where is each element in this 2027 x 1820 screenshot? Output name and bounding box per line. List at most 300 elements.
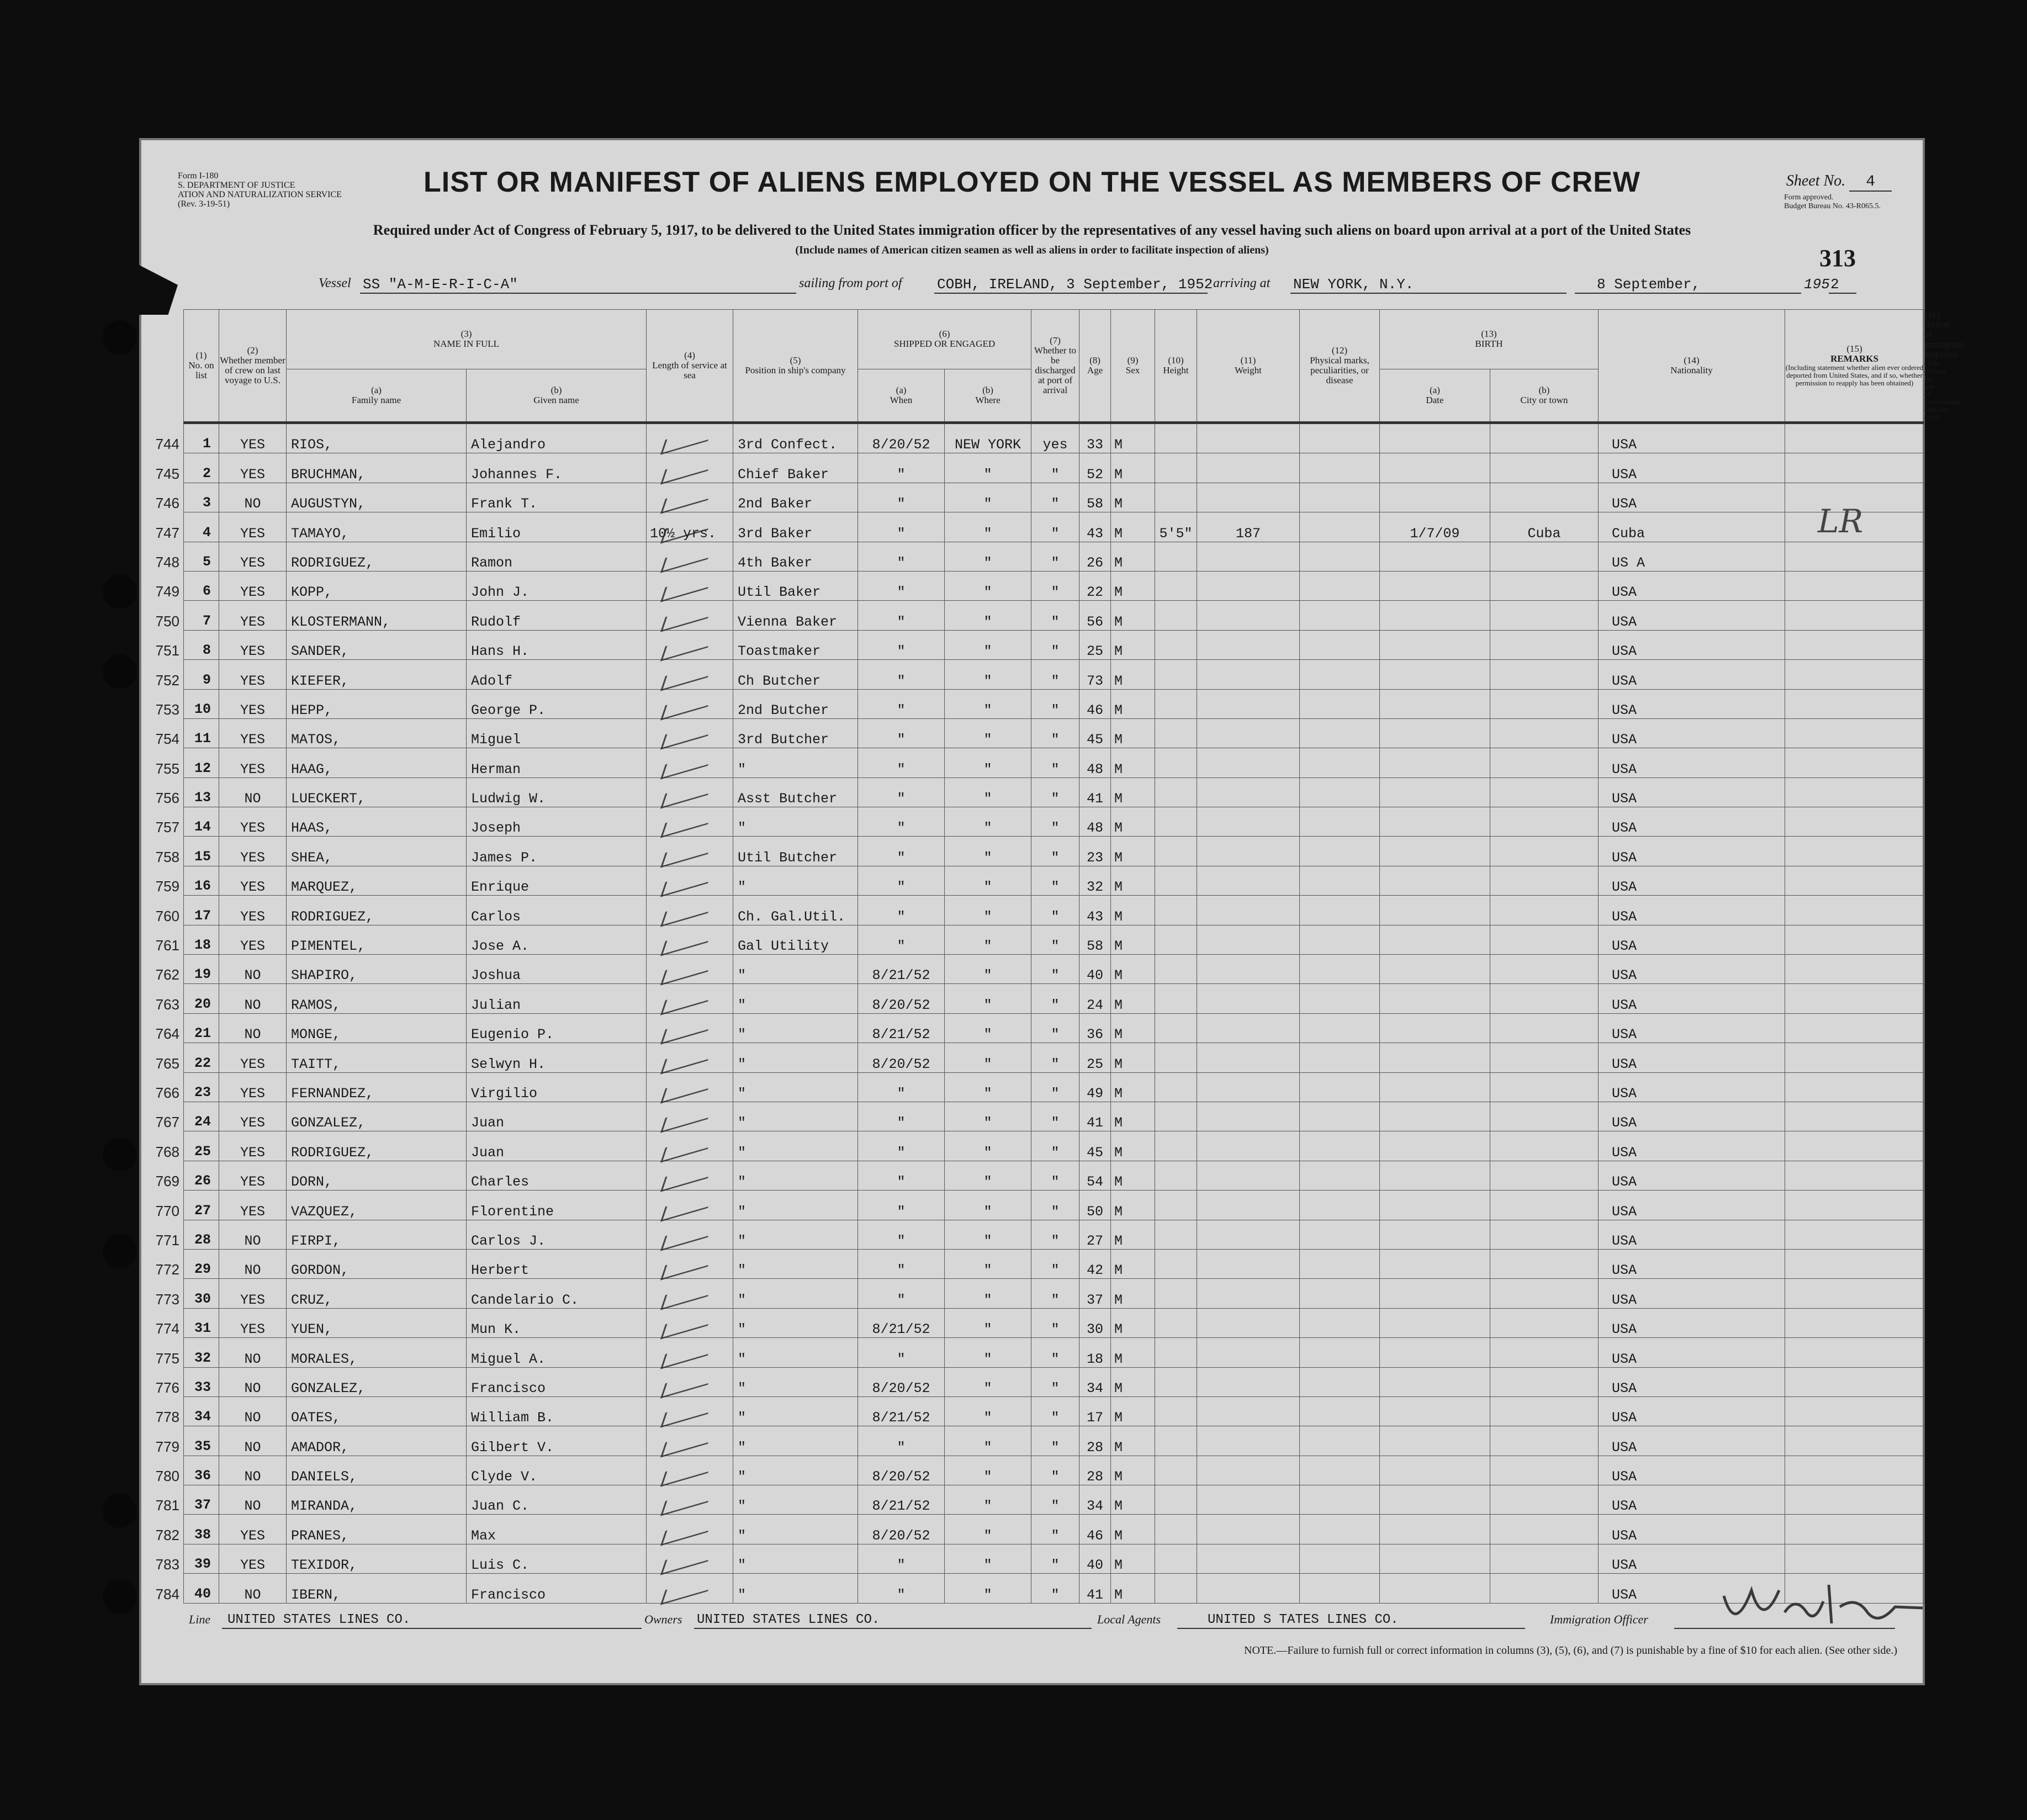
- birth-date-cell: [1380, 1191, 1490, 1220]
- row-number: [155, 1279, 219, 1308]
- remarks-cell: [1785, 1544, 1924, 1573]
- nationality-cell: USA: [1599, 1308, 1785, 1337]
- nationality-cell: USA: [1599, 1102, 1785, 1131]
- row-number-value: 22: [194, 1055, 211, 1071]
- shipped-when-cell: ": [858, 542, 945, 571]
- sex-cell: M: [1111, 1367, 1155, 1396]
- sheet-number: [1786, 172, 1892, 191]
- family-name-cell: YUEN,: [287, 1308, 467, 1337]
- family-name-cell: RAMOS,: [287, 984, 467, 1013]
- age-cell: 28: [1079, 1456, 1111, 1485]
- age-cell: 48: [1079, 748, 1111, 777]
- col-sex-header: [1111, 310, 1155, 423]
- service-length-cell: [647, 1544, 733, 1573]
- prior-voyage-cell: YES: [219, 453, 287, 483]
- sex-cell: M: [1111, 1220, 1155, 1249]
- sex-cell: M: [1111, 1043, 1155, 1072]
- nationality-cell: USA: [1599, 1456, 1785, 1485]
- punch-hole: [103, 320, 137, 355]
- prior-voyage-cell: YES: [219, 925, 287, 954]
- col-length-header: [647, 310, 733, 423]
- sheet-label: Sheet No.: [1786, 172, 1846, 189]
- shipped-when-cell: ": [858, 1072, 945, 1102]
- row-id: 756: [155, 790, 179, 807]
- age-cell: 26: [1079, 542, 1111, 571]
- family-name-cell: CRUZ,: [287, 1279, 467, 1308]
- discharge-cell: ": [1031, 660, 1079, 689]
- nationality-cell: USA: [1599, 1249, 1785, 1278]
- shipped-where-cell: ": [945, 660, 1031, 689]
- col-height-header: [1155, 310, 1197, 423]
- height-cell: [1155, 1574, 1197, 1603]
- marks-cell: [1300, 542, 1380, 571]
- sex-cell: M: [1111, 1102, 1155, 1131]
- shipped-where-cell: ": [945, 1131, 1031, 1161]
- family-name-cell: MORALES,: [287, 1338, 467, 1367]
- row-number: [155, 660, 219, 689]
- discharge-cell: ": [1031, 1338, 1079, 1367]
- row-number-value: 26: [194, 1173, 211, 1189]
- shipped-when-cell: ": [858, 1279, 945, 1308]
- table-row: [184, 689, 1924, 718]
- nationality-cell: USA: [1599, 718, 1785, 748]
- row-number-value: 13: [194, 790, 211, 806]
- age-cell: 41: [1079, 777, 1111, 807]
- marks-cell: [1300, 837, 1380, 866]
- age-cell: 34: [1079, 1367, 1111, 1396]
- col-nationality-label: Nationality: [1670, 365, 1713, 375]
- position-cell: ": [733, 1072, 858, 1102]
- row-number-value: 2: [202, 465, 211, 482]
- birth-city-cell: [1490, 955, 1599, 984]
- height-cell: [1155, 925, 1197, 954]
- prior-voyage-cell: YES: [219, 718, 287, 748]
- form-id-line: Form I-180: [178, 171, 219, 181]
- sex-cell: M: [1111, 1308, 1155, 1337]
- sex-cell: M: [1111, 866, 1155, 895]
- height-cell: [1155, 1043, 1197, 1072]
- vessel-name: SS "A-M-E-R-I-C-A": [363, 276, 518, 293]
- nationality-cell: USA: [1599, 1396, 1785, 1426]
- shipped-when-cell: ": [858, 748, 945, 777]
- shipped-when-cell: ": [858, 718, 945, 748]
- discharge-cell: ": [1031, 1161, 1079, 1190]
- col-when-header: [858, 369, 945, 422]
- weight-cell: [1197, 925, 1300, 954]
- birth-date-cell: [1380, 1279, 1490, 1308]
- sex-cell: M: [1111, 1161, 1155, 1190]
- shipped-where-cell: ": [945, 748, 1031, 777]
- family-name-cell: HAAS,: [287, 807, 467, 837]
- given-name-cell: Juan: [467, 1131, 647, 1161]
- checkmark-icon: [660, 780, 713, 808]
- nationality-cell: USA: [1599, 777, 1785, 807]
- shipped-where-cell: ": [945, 1544, 1031, 1573]
- checkmark-icon: [660, 1016, 713, 1045]
- sex-cell: M: [1111, 1544, 1155, 1573]
- nationality-cell: USA: [1599, 1574, 1785, 1603]
- birth-date-cell: [1380, 1249, 1490, 1278]
- birth-date-cell: [1380, 984, 1490, 1013]
- table-row: [184, 1426, 1924, 1456]
- marks-cell: [1300, 1161, 1380, 1190]
- discharge-cell: ": [1031, 1426, 1079, 1456]
- weight-cell: [1197, 1426, 1300, 1456]
- approval-line: Form approved.: [1784, 193, 1834, 202]
- height-cell: [1155, 1396, 1197, 1426]
- sex-cell: M: [1111, 1396, 1155, 1426]
- punch-hole: [103, 1494, 137, 1528]
- family-name-cell: TEXIDOR,: [287, 1544, 467, 1573]
- checkmark-icon: [660, 1104, 713, 1133]
- service-length-cell: [647, 866, 733, 895]
- col-height-num: (10): [1168, 355, 1184, 366]
- table-row: [184, 542, 1924, 571]
- col-remarks-label: REMARKS: [1830, 353, 1878, 364]
- birth-city-cell: [1490, 748, 1599, 777]
- birth-date-cell: [1380, 1515, 1490, 1544]
- row-number: [155, 925, 219, 954]
- checkmark-icon: [660, 1399, 713, 1428]
- age-cell: 27: [1079, 1220, 1111, 1249]
- service-length-value: 10½ yrs.: [650, 525, 717, 542]
- age-cell: 36: [1079, 1013, 1111, 1043]
- given-name-cell: Ramon: [467, 542, 647, 571]
- position-cell: Ch Butcher: [733, 660, 858, 689]
- row-number-value: 40: [194, 1585, 211, 1602]
- shipped-where-cell: ": [945, 1574, 1031, 1603]
- nationality-cell: USA: [1599, 1161, 1785, 1190]
- remarks-cell: [1785, 453, 1924, 483]
- birth-city-cell: [1490, 837, 1599, 866]
- position-cell: ": [733, 1367, 858, 1396]
- birth-city-cell: [1490, 1220, 1599, 1249]
- height-cell: [1155, 1367, 1197, 1396]
- row-id: 779: [155, 1438, 179, 1455]
- position-cell: ": [733, 1102, 858, 1131]
- arriving-label: arriving at: [1213, 276, 1271, 290]
- col-prev-label: Whether member of crew on last voyage to U.S.: [220, 355, 285, 385]
- given-name-cell: Charles: [467, 1161, 647, 1190]
- shipped-when-cell: ": [858, 1102, 945, 1131]
- table-row: [184, 1191, 1924, 1220]
- remarks-cell: [1785, 571, 1924, 600]
- row-number: [155, 837, 219, 866]
- given-name-cell: William B.: [467, 1396, 647, 1426]
- sex-cell: M: [1111, 807, 1155, 837]
- remarks-cell: [1785, 748, 1924, 777]
- row-number: [155, 1013, 219, 1043]
- birth-date-cell: [1380, 777, 1490, 807]
- row-number-value: 4: [202, 524, 211, 541]
- col-family-label: Family name: [351, 394, 401, 405]
- row-number-value: 29: [194, 1261, 211, 1278]
- row-id: 778: [155, 1409, 179, 1426]
- shipped-where-cell: ": [945, 1102, 1031, 1131]
- discharge-cell: ": [1031, 453, 1079, 483]
- sex-cell: M: [1111, 1515, 1155, 1544]
- nationality-cell: USA: [1599, 453, 1785, 483]
- table-row: [184, 1308, 1924, 1337]
- row-number: [155, 630, 219, 659]
- prior-voyage-cell: YES: [219, 1131, 287, 1161]
- checkmark-icon: [660, 1193, 713, 1221]
- table-row: [184, 423, 1924, 453]
- prior-voyage-cell: NO: [219, 955, 287, 984]
- weight-cell: [1197, 1485, 1300, 1515]
- weight-cell: [1197, 542, 1300, 571]
- prior-voyage-cell: NO: [219, 1574, 287, 1603]
- marks-cell: [1300, 1338, 1380, 1367]
- service-length-cell: [647, 1072, 733, 1102]
- position-cell: Util Baker: [733, 571, 858, 600]
- weight-cell: [1197, 1102, 1300, 1131]
- weight-cell: [1197, 483, 1300, 512]
- birth-city-cell: [1490, 1367, 1599, 1396]
- height-cell: [1155, 1220, 1197, 1249]
- birth-city-cell: [1490, 423, 1599, 453]
- birth-city-cell: Cuba: [1490, 512, 1599, 542]
- shipped-when-cell: ": [858, 1161, 945, 1190]
- given-name-cell: Selwyn H.: [467, 1043, 647, 1072]
- shipped-where-cell: ": [945, 601, 1031, 630]
- sailing-label: sailing from port of: [799, 276, 902, 290]
- given-name-cell: Florentine: [467, 1191, 647, 1220]
- discharge-cell: ": [1031, 1308, 1079, 1337]
- given-name-cell: Joshua: [467, 955, 647, 984]
- given-name-cell: Alejandro: [467, 423, 647, 453]
- position-cell: 4th Baker: [733, 542, 858, 571]
- prior-voyage-cell: NO: [219, 483, 287, 512]
- row-id: 782: [155, 1526, 179, 1543]
- table-row: [184, 1013, 1924, 1043]
- position-cell: ": [733, 984, 858, 1013]
- birth-date-cell: [1380, 955, 1490, 984]
- shipped-where-cell: ": [945, 1338, 1031, 1367]
- col-when-num: (a): [896, 384, 907, 395]
- height-cell: [1155, 542, 1197, 571]
- row-id: 754: [155, 731, 179, 748]
- shipped-when-cell: ": [858, 660, 945, 689]
- shipped-when-cell: ": [858, 571, 945, 600]
- service-length-cell: [647, 453, 733, 483]
- row-id: 744: [155, 436, 179, 453]
- family-name-cell: MARQUEZ,: [287, 866, 467, 895]
- service-length-cell: [647, 807, 733, 837]
- weight-cell: [1197, 984, 1300, 1013]
- shipped-where-cell: ": [945, 1249, 1031, 1278]
- row-number: [155, 984, 219, 1013]
- family-name-cell: MIRANDA,: [287, 1485, 467, 1515]
- birth-date-cell: [1380, 1485, 1490, 1515]
- weight-cell: [1197, 718, 1300, 748]
- given-name-cell: Johannes F.: [467, 453, 647, 483]
- nationality-cell: USA: [1599, 1131, 1785, 1161]
- discharge-cell: ": [1031, 1515, 1079, 1544]
- remarks-cell: [1785, 1102, 1924, 1131]
- weight-cell: [1197, 837, 1300, 866]
- row-number-value: 19: [194, 966, 211, 983]
- nationality-cell: USA: [1599, 1072, 1785, 1102]
- row-number: [155, 1367, 219, 1396]
- birth-city-cell: [1490, 984, 1599, 1013]
- row-number: [155, 483, 219, 512]
- shipped-where-cell: ": [945, 1426, 1031, 1456]
- service-length-cell: [647, 512, 733, 542]
- checkmark-icon: [660, 1252, 713, 1281]
- age-cell: 25: [1079, 1043, 1111, 1072]
- birth-date-cell: [1380, 571, 1490, 600]
- remarks-cell: [1785, 1396, 1924, 1426]
- row-number: [155, 512, 219, 542]
- birth-date-cell: [1380, 1131, 1490, 1161]
- weight-cell: [1197, 453, 1300, 483]
- prior-voyage-cell: YES: [219, 1515, 287, 1544]
- shipped-where-cell: ": [945, 571, 1031, 600]
- family-name-cell: VAZQUEZ,: [287, 1191, 467, 1220]
- discharge-cell: ": [1031, 955, 1079, 984]
- birth-city-cell: [1490, 718, 1599, 748]
- discharge-cell: ": [1031, 1396, 1079, 1426]
- service-length-cell: [647, 984, 733, 1013]
- row-id: 773: [155, 1290, 179, 1308]
- col-shipped-num: (6): [939, 329, 950, 340]
- given-name-cell: Enrique: [467, 866, 647, 895]
- given-name-cell: Max: [467, 1515, 647, 1544]
- height-cell: [1155, 1191, 1197, 1220]
- table-row: [184, 925, 1924, 954]
- birth-date-cell: [1380, 1043, 1490, 1072]
- shipped-where-cell: NEW YORK: [945, 423, 1031, 453]
- marks-cell: [1300, 1043, 1380, 1072]
- shipped-when-cell: 8/20/52: [858, 1456, 945, 1485]
- shipped-when-cell: ": [858, 453, 945, 483]
- service-length-cell: [647, 483, 733, 512]
- service-length-cell: [647, 1249, 733, 1278]
- family-name-cell: BRUCHMAN,: [287, 453, 467, 483]
- nationality-cell: USA: [1599, 1515, 1785, 1544]
- family-name-cell: HEPP,: [287, 689, 467, 718]
- row-number-value: 31: [194, 1320, 211, 1337]
- agents-label: Local Agents: [1097, 1612, 1161, 1626]
- given-name-cell: Juan C.: [467, 1485, 647, 1515]
- sex-cell: M: [1111, 601, 1155, 630]
- approval-line: Budget Bureau No. 43-R065.5.: [1784, 202, 1881, 210]
- age-cell: 54: [1079, 1161, 1111, 1190]
- table-row: [184, 1279, 1924, 1308]
- shipped-where-cell: ": [945, 1367, 1031, 1396]
- sex-cell: M: [1111, 1338, 1155, 1367]
- marks-cell: [1300, 1279, 1380, 1308]
- sex-cell: M: [1111, 1574, 1155, 1603]
- nationality-cell: USA: [1599, 1279, 1785, 1308]
- prior-voyage-cell: YES: [219, 689, 287, 718]
- prior-voyage-cell: NO: [219, 1367, 287, 1396]
- row-id: 763: [155, 996, 179, 1013]
- nationality-cell: USA: [1599, 955, 1785, 984]
- row-id: 764: [155, 1025, 179, 1043]
- height-cell: [1155, 571, 1197, 600]
- row-number: [155, 1338, 219, 1367]
- given-name-cell: Virgilio: [467, 1072, 647, 1102]
- remarks-cell: [1785, 689, 1924, 718]
- height-cell: [1155, 1338, 1197, 1367]
- col-sex-num: (9): [1127, 355, 1139, 366]
- position-cell: ": [733, 1308, 858, 1337]
- shipped-where-cell: ": [945, 453, 1031, 483]
- weight-cell: [1197, 1191, 1300, 1220]
- shipped-when-cell: 8/20/52: [858, 1043, 945, 1072]
- prior-voyage-cell: NO: [219, 1426, 287, 1456]
- row-id: 761: [155, 937, 179, 954]
- nationality-cell: USA: [1599, 601, 1785, 630]
- marks-cell: [1300, 1072, 1380, 1102]
- checkmark-icon: [660, 1369, 713, 1398]
- col-position-label: Position in ship's company: [745, 365, 846, 375]
- sex-cell: M: [1111, 984, 1155, 1013]
- shipped-when-cell: ": [858, 1131, 945, 1161]
- given-name-cell: Joseph: [467, 807, 647, 837]
- row-number-value: 18: [194, 937, 211, 954]
- row-id: 783: [155, 1556, 179, 1573]
- age-cell: 33: [1079, 423, 1111, 453]
- row-number: [155, 1161, 219, 1190]
- sex-cell: M: [1111, 1426, 1155, 1456]
- table-row: [184, 453, 1924, 483]
- col-height-label: Height: [1163, 365, 1189, 375]
- service-length-cell: [647, 1338, 733, 1367]
- shipped-where-cell: ": [945, 1515, 1031, 1544]
- birth-date-cell: [1380, 925, 1490, 954]
- birth-date-cell: [1380, 807, 1490, 837]
- family-name-cell: FERNANDEZ,: [287, 1072, 467, 1102]
- col-length-num: (4): [684, 350, 695, 361]
- weight-cell: [1197, 777, 1300, 807]
- col-bcity-label: City or town: [1520, 394, 1568, 405]
- birth-date-cell: [1380, 748, 1490, 777]
- shipped-when-cell: 8/21/52: [858, 1013, 945, 1043]
- prior-voyage-cell: YES: [219, 748, 287, 777]
- stamped-number: 313: [1819, 245, 1856, 272]
- col-given-num: (b): [551, 384, 562, 395]
- remarks-cell: [1785, 1043, 1924, 1072]
- remarks-cell: [1785, 1131, 1924, 1161]
- marks-cell: [1300, 1456, 1380, 1485]
- shipped-where-cell: ": [945, 512, 1031, 542]
- footer-line: [139, 1612, 1925, 1634]
- shipped-where-cell: ": [945, 1191, 1031, 1220]
- age-cell: 56: [1079, 601, 1111, 630]
- shipped-when-cell: ": [858, 483, 945, 512]
- prior-voyage-cell: NO: [219, 984, 287, 1013]
- shipped-where-cell: ": [945, 1072, 1031, 1102]
- checkmark-icon: [660, 691, 713, 720]
- position-cell: ": [733, 748, 858, 777]
- checkmark-icon: [660, 1488, 713, 1516]
- remarks-cell: [1785, 955, 1924, 984]
- marks-cell: [1300, 777, 1380, 807]
- nationality-cell: USA: [1599, 1220, 1785, 1249]
- position-cell: ": [733, 1338, 858, 1367]
- service-length-cell: [647, 1308, 733, 1337]
- row-id: 760: [155, 907, 179, 924]
- position-cell: Asst Butcher: [733, 777, 858, 807]
- checkmark-icon: [660, 810, 713, 838]
- row-number-value: 33: [194, 1379, 211, 1395]
- row-id: 781: [155, 1497, 179, 1514]
- family-name-cell: GONZALEZ,: [287, 1367, 467, 1396]
- row-id: 751: [155, 642, 179, 659]
